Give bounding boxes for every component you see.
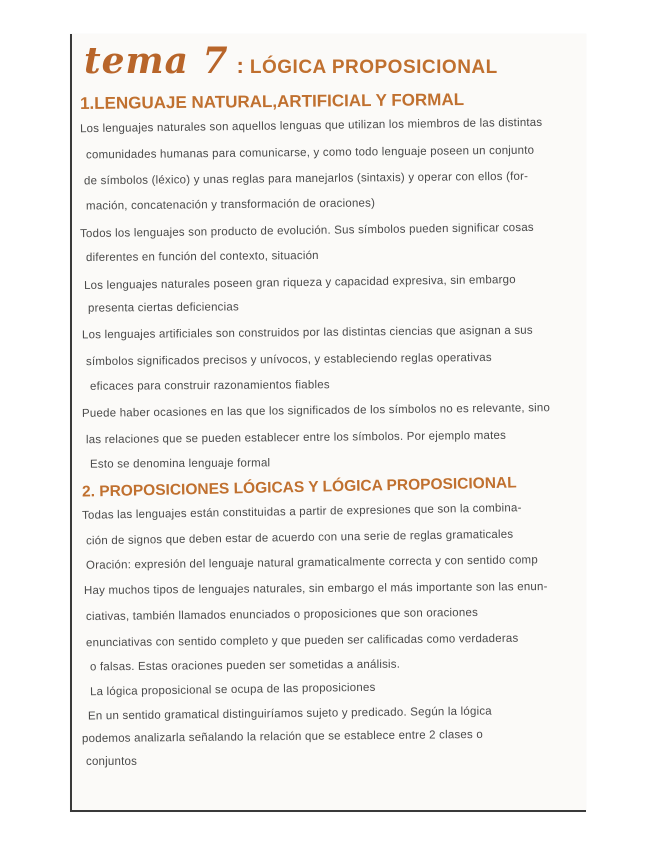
- section-2-line: ciativas, también llamados enunciados o proposiciones que son oraciones: [85, 606, 479, 624]
- section-1-line: Todos los lenguajes son producto de evolución. Sus símbolos pueden significar cosas: [79, 221, 534, 241]
- section-1-line: eficaces para construir razonamientos fiables: [89, 379, 330, 393]
- section-2-line: Hay muchos tipos de lenguajes naturales, sin embargo el más importante son las enun-: [83, 580, 548, 598]
- section-1-line: Los lenguajes naturales poseen gran riqueza y capacidad expresiva, sin embargo: [83, 273, 516, 293]
- section-2-line: En un sentido gramatical distinguiríamos sujeto y predicado. Según la lógica: [87, 705, 492, 723]
- section-1-line: de símbolos (léxico) y unas reglas para manejarlos (sintaxis) y operar con ellos (for-: [83, 170, 529, 188]
- main-title: LÓGICA PROPOSICIONAL: [249, 57, 498, 78]
- section-2-line: La lógica proposicional se ocupa de las proposiciones: [89, 681, 376, 699]
- topic-title: tema 7: [84, 40, 229, 82]
- section-1-line: Los lenguajes naturales son aquellos lenguas que utilizan los miembros de las distintas: [79, 116, 543, 136]
- section-1-heading: 1.LENGUAJE NATURAL,ARTIFICIAL Y FORMAL: [79, 89, 465, 114]
- section-2-line: Oración: expresión del lenguaje natural gramaticalmente correcta y con sentido comp: [85, 554, 538, 572]
- section-1-line: diferentes en función del contexto, situación: [85, 249, 319, 265]
- section-2-line: o falsas. Estas oraciones pueden ser sometidas a análisis.: [89, 658, 401, 674]
- section-2-line: podemos analizarla señalando la relación que se establece entre 2 clases o: [81, 728, 483, 746]
- page-title: [84, 40, 498, 82]
- section-1-line: las relaciones que se pueden establecer entre los símbolos. Por ejemplo mates: [85, 429, 507, 447]
- section-1-line: comunidades humanas para comunicarse, y como todo lenguaje poseen un conjunto: [85, 144, 535, 162]
- section-1-line: mación, concatenación y transformación de oraciones): [85, 197, 376, 213]
- section-1-line: Los lenguajes artificiales son construidos por las distintas ciencias que asignan a sus: [81, 324, 533, 342]
- title-colon: :: [236, 53, 244, 78]
- section-1-line: símbolos significados precisos y unívocos, y estableciendo reglas operativas: [85, 351, 492, 369]
- section-2-line: enunciativas con sentido completo y que pueden ser calificadas como verdaderas: [85, 632, 519, 650]
- section-2-line: ción de signos que deben estar de acuerdo con una serie de reglas gramaticales: [85, 528, 514, 548]
- section-2-heading: 2. PROPOSICIONES LÓGICAS Y LÓGICA PROPOSICIONAL: [81, 474, 517, 501]
- section-1-line: presenta ciertas deficiencias: [87, 301, 239, 315]
- section-1-line: Esto se denomina lenguaje formal: [89, 457, 271, 471]
- section-2-line: conjuntos: [86, 756, 138, 768]
- section-2-line: Todas las lenguajes están constituidas a partir de expresiones que son la combina-: [81, 502, 522, 522]
- notebook-page: [70, 34, 586, 812]
- section-1-line: Puede haber ocasiones en las que los significados de los símbolos no es relevante, sino: [81, 402, 551, 420]
